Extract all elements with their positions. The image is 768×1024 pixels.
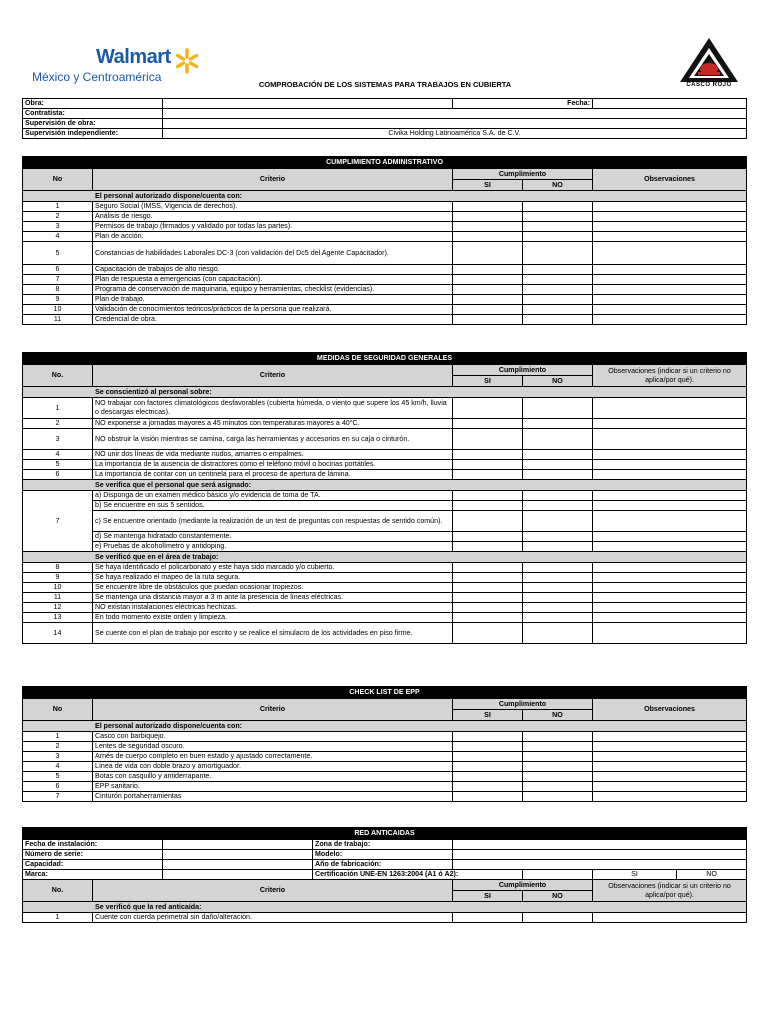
row-number: 7 bbox=[23, 792, 93, 802]
row-number: 11 bbox=[23, 315, 93, 325]
row-criterio: Se haya identificado el policarbonato y este haya sido marcado y/o cubierto. bbox=[93, 563, 453, 573]
epp-cumplimiento-header: Cumplimiento bbox=[453, 699, 593, 710]
observaciones-field[interactable] bbox=[593, 242, 747, 265]
si-checkbox[interactable] bbox=[453, 491, 523, 501]
table-row bbox=[23, 222, 747, 232]
table-row bbox=[23, 732, 747, 742]
admin-title: CUMPLIMIENTO ADMINISTRATIVO bbox=[23, 157, 747, 169]
row-number: 1 bbox=[23, 202, 93, 212]
table-row bbox=[23, 563, 747, 573]
row-criterio: Arnés de cuerpo completo en buen estado y ajustado correctamente. bbox=[93, 752, 453, 762]
row-number: 13 bbox=[23, 613, 93, 623]
no-checkbox[interactable] bbox=[523, 275, 593, 285]
no-checkbox[interactable] bbox=[523, 315, 593, 325]
si-checkbox[interactable] bbox=[453, 222, 523, 232]
table-row bbox=[23, 772, 747, 782]
group-row bbox=[23, 387, 747, 398]
si-checkbox[interactable] bbox=[453, 202, 523, 212]
table-row bbox=[23, 501, 747, 511]
modelo-field[interactable] bbox=[453, 850, 747, 860]
si-checkbox[interactable] bbox=[453, 593, 523, 603]
row-criterio: NO exponerse a jornadas mayores a 45 minutos con temperaturas mayores a 40°C. bbox=[93, 419, 453, 429]
epp-criterio-header: Criterio bbox=[93, 699, 453, 721]
observaciones-field[interactable] bbox=[593, 232, 747, 242]
row-number: 8 bbox=[23, 285, 93, 295]
si-checkbox[interactable] bbox=[453, 212, 523, 222]
table-row bbox=[23, 593, 747, 603]
observaciones-field[interactable] bbox=[593, 593, 747, 603]
group-label: Se verificó que en el área de trabajo: bbox=[23, 552, 747, 563]
observaciones-field[interactable] bbox=[593, 450, 747, 460]
row-number: 3 bbox=[23, 222, 93, 232]
no-checkbox[interactable] bbox=[523, 593, 593, 603]
no-checkbox[interactable] bbox=[523, 742, 593, 752]
no-checkbox[interactable] bbox=[523, 792, 593, 802]
admin-cumplimiento-header: Cumplimiento bbox=[453, 169, 593, 180]
si-checkbox[interactable] bbox=[453, 742, 523, 752]
row-number: 3 bbox=[23, 752, 93, 762]
row-criterio: d) Se mantenga hidratado constantemente. bbox=[93, 532, 453, 542]
medidas-title: MEDIDAS DE SEGURIDAD GENERALES bbox=[23, 353, 747, 365]
table-row bbox=[23, 623, 747, 644]
observaciones-field[interactable] bbox=[593, 285, 747, 295]
table-row bbox=[23, 242, 747, 265]
obra-label: Obra: bbox=[23, 99, 163, 109]
marca-label: Marca: bbox=[23, 870, 163, 880]
walmart-spark-icon bbox=[172, 46, 202, 76]
row-criterio: Línea de vida con doble brazo y amortiguador. bbox=[93, 762, 453, 772]
red-observaciones-header: Observaciones (indicar si un criterio no aplica/por qué). bbox=[593, 880, 747, 902]
fecha-label: Fecha: bbox=[453, 99, 593, 109]
si-checkbox[interactable] bbox=[453, 398, 523, 419]
supervision-independiente-label: Supervisión independiente: bbox=[23, 129, 163, 139]
walmart-subtitle: México y Centroamérica bbox=[32, 70, 162, 84]
table-row bbox=[23, 429, 747, 450]
observaciones-field[interactable] bbox=[593, 212, 747, 222]
no-checkbox[interactable] bbox=[523, 202, 593, 212]
si-checkbox[interactable] bbox=[453, 732, 523, 742]
row-criterio: Casco con barbiquejo. bbox=[93, 732, 453, 742]
row-criterio: Lentes de seguridad oscuro. bbox=[93, 742, 453, 752]
admin-observaciones-header: Observaciones bbox=[593, 169, 747, 191]
row-number: 14 bbox=[23, 623, 93, 644]
supervision-field[interactable] bbox=[163, 119, 747, 129]
row-number: 11 bbox=[23, 593, 93, 603]
observaciones-field[interactable] bbox=[593, 613, 747, 623]
si-checkbox[interactable] bbox=[453, 232, 523, 242]
row-criterio: La importancia de contar con un centinela para el proceso de apertura de lámina. bbox=[93, 470, 453, 480]
row-criterio: e) Pruebas de alcoholímetro y antidoping. bbox=[93, 542, 453, 552]
row-criterio: NO obstruir la visión mientras se camina, carga las herramientas y accesorios en su caja o cinturón. bbox=[93, 429, 453, 450]
table-row bbox=[23, 792, 747, 802]
row-criterio: Plan de respuesta a emergencias (con capacitación). bbox=[93, 275, 453, 285]
no-checkbox[interactable] bbox=[523, 242, 593, 265]
table-row bbox=[23, 913, 747, 923]
observaciones-field[interactable] bbox=[593, 623, 747, 644]
walmart-logo bbox=[30, 44, 210, 90]
no-checkbox[interactable] bbox=[523, 752, 593, 762]
no-checkbox[interactable] bbox=[523, 732, 593, 742]
si-checkbox[interactable] bbox=[453, 532, 523, 542]
si-checkbox[interactable] bbox=[453, 603, 523, 613]
si-checkbox[interactable] bbox=[453, 460, 523, 470]
row-number: 6 bbox=[23, 265, 93, 275]
row-number: 2 bbox=[23, 742, 93, 752]
table-row bbox=[23, 742, 747, 752]
row-number: 6 bbox=[23, 470, 93, 480]
red-no-header: No. bbox=[23, 880, 93, 902]
epp-group-label: El personal autorizado dispone/cuenta con: bbox=[23, 721, 747, 732]
no-checkbox[interactable] bbox=[523, 532, 593, 542]
modelo-label: Modelo: bbox=[313, 850, 453, 860]
admin-no-header: No bbox=[23, 169, 93, 191]
info-table bbox=[22, 98, 747, 139]
medidas-no-header: No. bbox=[23, 365, 93, 387]
row-number: 4 bbox=[23, 450, 93, 460]
observaciones-field[interactable] bbox=[593, 732, 747, 742]
observaciones-field[interactable] bbox=[593, 742, 747, 752]
no-checkbox[interactable] bbox=[523, 470, 593, 480]
red-group-label: Se verificó que la red anticaída: bbox=[23, 902, 747, 913]
si-checkbox[interactable] bbox=[453, 305, 523, 315]
certificacion-label: Certificación UNE-EN 1263:2004 (A1 ó A2): bbox=[313, 870, 523, 880]
no-checkbox[interactable] bbox=[523, 782, 593, 792]
table-row bbox=[23, 212, 747, 222]
si-checkbox[interactable] bbox=[453, 315, 523, 325]
row-criterio: En todo momento existe orden y limpieza. bbox=[93, 613, 453, 623]
contratista-field[interactable] bbox=[163, 109, 747, 119]
document-title: COMPROBACIÓN DE LOS SISTEMAS PARA TRABAJOS EN CUBIERTA bbox=[258, 80, 512, 89]
table-row bbox=[23, 285, 747, 295]
si-checkbox[interactable] bbox=[453, 450, 523, 460]
no-checkbox[interactable] bbox=[523, 623, 593, 644]
table-row bbox=[23, 202, 747, 212]
row-criterio: c) Se encuentre orientado (mediante la realización de un test de preguntas con respuestas de sentido común). bbox=[93, 511, 453, 532]
anio-fabricacion-field[interactable] bbox=[453, 860, 747, 870]
numero-serie-label: Número de serie: bbox=[23, 850, 163, 860]
table-row bbox=[23, 398, 747, 419]
si-checkbox[interactable] bbox=[453, 782, 523, 792]
observaciones-field[interactable] bbox=[593, 222, 747, 232]
observaciones-field[interactable] bbox=[593, 491, 747, 501]
fecha-instalacion-field[interactable] bbox=[163, 840, 313, 850]
no-checkbox[interactable] bbox=[523, 762, 593, 772]
numero-serie-field[interactable] bbox=[163, 850, 313, 860]
epp-title: CHECK LIST DE EPP bbox=[23, 687, 747, 699]
si-checkbox[interactable] bbox=[453, 242, 523, 265]
row-criterio: Se mantenga una distancia mayor a 3 m ante la presencia de líneas eléctricas. bbox=[93, 593, 453, 603]
observaciones-field[interactable] bbox=[593, 603, 747, 613]
row-number: 8 bbox=[23, 563, 93, 573]
table-row bbox=[23, 573, 747, 583]
si-checkbox[interactable] bbox=[453, 470, 523, 480]
epp-no-answer-header: NO bbox=[523, 710, 593, 721]
si-checkbox[interactable] bbox=[453, 772, 523, 782]
row-number: 1 bbox=[23, 732, 93, 742]
supervision-independiente-value: Civika Holding Latinoamérica S.A. de C.V. bbox=[163, 129, 747, 139]
red-criterio-header: Criterio bbox=[93, 880, 453, 902]
no-checkbox[interactable] bbox=[523, 563, 593, 573]
row-number: 5 bbox=[23, 772, 93, 782]
row-criterio: Constancias de habilidades Laborales DC-3 (con validación del Dc5 del Agente Capacitador). bbox=[93, 242, 453, 265]
group-label: Se conscientizó al personal sobre: bbox=[23, 387, 747, 398]
observaciones-field[interactable] bbox=[593, 762, 747, 772]
group-label: Se verifica que el personal que será asignado: bbox=[23, 480, 747, 491]
observaciones-field[interactable] bbox=[593, 511, 747, 532]
admin-table bbox=[22, 156, 747, 325]
si-checkbox[interactable] bbox=[453, 542, 523, 552]
observaciones-field[interactable] bbox=[593, 275, 747, 285]
observaciones-field[interactable] bbox=[593, 792, 747, 802]
table-row bbox=[23, 603, 747, 613]
row-number: 7 bbox=[23, 491, 93, 552]
marca-field[interactable] bbox=[163, 870, 313, 880]
row-criterio: EPP sanitario. bbox=[93, 782, 453, 792]
no-checkbox[interactable] bbox=[523, 460, 593, 470]
row-criterio: NO unir dos líneas de vida mediante nudos, amarres o empalmes. bbox=[93, 450, 453, 460]
observaciones-field[interactable] bbox=[593, 202, 747, 212]
anio-fabricacion-label: Año de fabricación: bbox=[313, 860, 453, 870]
observaciones-field[interactable] bbox=[593, 563, 747, 573]
certificacion-no[interactable]: NO bbox=[677, 870, 747, 880]
si-checkbox[interactable] bbox=[453, 265, 523, 275]
certificacion-spacer bbox=[523, 870, 593, 880]
no-checkbox[interactable] bbox=[523, 232, 593, 242]
si-checkbox[interactable] bbox=[453, 429, 523, 450]
table-row bbox=[23, 419, 747, 429]
medidas-observaciones-header: Observaciones (indicar si un criterio no aplica/por qué). bbox=[593, 365, 747, 387]
si-checkbox[interactable] bbox=[453, 511, 523, 532]
no-checkbox[interactable] bbox=[523, 419, 593, 429]
walmart-brand-text: Walmart bbox=[96, 46, 171, 68]
observaciones-field[interactable] bbox=[593, 501, 747, 511]
medidas-criterio-header: Criterio bbox=[93, 365, 453, 387]
si-checkbox[interactable] bbox=[453, 913, 523, 923]
table-row bbox=[23, 315, 747, 325]
row-criterio: Cuente con cuerda perimetral sin daño/alteración. bbox=[93, 913, 453, 923]
no-checkbox[interactable] bbox=[523, 542, 593, 552]
no-checkbox[interactable] bbox=[523, 613, 593, 623]
row-number: 2 bbox=[23, 212, 93, 222]
observaciones-field[interactable] bbox=[593, 398, 747, 419]
row-number: 5 bbox=[23, 242, 93, 265]
zona-trabajo-field[interactable] bbox=[453, 840, 747, 850]
no-checkbox[interactable] bbox=[523, 913, 593, 923]
no-checkbox[interactable] bbox=[523, 450, 593, 460]
medidas-table bbox=[22, 352, 747, 644]
fecha-instalacion-label: Fecha de instalación: bbox=[23, 840, 163, 850]
table-row bbox=[23, 491, 747, 501]
no-checkbox[interactable] bbox=[523, 222, 593, 232]
observaciones-field[interactable] bbox=[593, 315, 747, 325]
row-criterio: Se encuentre libre de obstáculos que puedan ocasionar tropiezos. bbox=[93, 583, 453, 593]
epp-observaciones-header: Observaciones bbox=[593, 699, 747, 721]
obra-field[interactable] bbox=[163, 99, 453, 109]
contratista-label: Contratista: bbox=[23, 109, 163, 119]
row-criterio: b) Se encuentre en sus 5 sentidos. bbox=[93, 501, 453, 511]
no-checkbox[interactable] bbox=[523, 398, 593, 419]
certificacion-si[interactable]: SI bbox=[593, 870, 677, 880]
row-number: 10 bbox=[23, 305, 93, 315]
epp-table bbox=[22, 686, 747, 802]
row-number: 3 bbox=[23, 429, 93, 450]
row-criterio: Análisis de riesgo. bbox=[93, 212, 453, 222]
red-cumplimiento-header: Cumplimiento bbox=[453, 880, 593, 891]
observaciones-field[interactable] bbox=[593, 573, 747, 583]
no-checkbox[interactable] bbox=[523, 583, 593, 593]
admin-no-answer-header: NO bbox=[523, 180, 593, 191]
medidas-no-answer-header: NO bbox=[523, 376, 593, 387]
epp-no-header: No bbox=[23, 699, 93, 721]
row-number: 10 bbox=[23, 583, 93, 593]
table-row bbox=[23, 511, 747, 532]
table-row bbox=[23, 460, 747, 470]
row-criterio: La importancia de la ausencia de distractores como el teléfono móvil o bocinas portátiles. bbox=[93, 460, 453, 470]
row-number: 9 bbox=[23, 295, 93, 305]
si-checkbox[interactable] bbox=[453, 583, 523, 593]
no-checkbox[interactable] bbox=[523, 603, 593, 613]
si-checkbox[interactable] bbox=[453, 762, 523, 772]
row-criterio: Seguro Social (IMSS, Vigencia de derechos). bbox=[93, 202, 453, 212]
table-row bbox=[23, 782, 747, 792]
observaciones-field[interactable] bbox=[593, 913, 747, 923]
row-criterio: Plan de trabajo. bbox=[93, 295, 453, 305]
admin-criterio-header: Criterio bbox=[93, 169, 453, 191]
no-checkbox[interactable] bbox=[523, 285, 593, 295]
row-criterio: Permisos de trabajo (firmados y validado por todas las partes). bbox=[93, 222, 453, 232]
medidas-si-header: SI bbox=[453, 376, 523, 387]
si-checkbox[interactable] bbox=[453, 285, 523, 295]
table-row bbox=[23, 542, 747, 552]
table-row bbox=[23, 295, 747, 305]
epp-si-header: SI bbox=[453, 710, 523, 721]
row-number: 12 bbox=[23, 603, 93, 613]
table-row bbox=[23, 470, 747, 480]
observaciones-field[interactable] bbox=[593, 295, 747, 305]
row-number: 6 bbox=[23, 782, 93, 792]
red-table bbox=[22, 827, 747, 923]
observaciones-field[interactable] bbox=[593, 752, 747, 762]
row-criterio: Capacitación de trabajos de alto riesgo. bbox=[93, 265, 453, 275]
row-number: 1 bbox=[23, 913, 93, 923]
medidas-cumplimiento-header: Cumplimiento bbox=[453, 365, 593, 376]
group-row bbox=[23, 480, 747, 491]
row-number: 1 bbox=[23, 398, 93, 419]
table-row bbox=[23, 305, 747, 315]
row-criterio: Validación de conocimientos teóricos/prácticos de la persona que realizará. bbox=[93, 305, 453, 315]
group-row bbox=[23, 552, 747, 563]
row-number: 9 bbox=[23, 573, 93, 583]
row-number: 4 bbox=[23, 762, 93, 772]
admin-group-label: El personal autorizado dispone/cuenta con: bbox=[23, 191, 747, 202]
table-row bbox=[23, 265, 747, 275]
observaciones-field[interactable] bbox=[593, 470, 747, 480]
observaciones-field[interactable] bbox=[593, 429, 747, 450]
si-checkbox[interactable] bbox=[453, 573, 523, 583]
no-checkbox[interactable] bbox=[523, 573, 593, 583]
table-row bbox=[23, 762, 747, 772]
admin-si-header: SI bbox=[453, 180, 523, 191]
table-row bbox=[23, 275, 747, 285]
observaciones-field[interactable] bbox=[593, 460, 747, 470]
casco-rojo-text: CASCO ROJO bbox=[686, 82, 732, 88]
row-criterio: Se cuente con el plan de trabajo por escrito y se realice el simulacro de los actividades en piso firme. bbox=[93, 623, 453, 644]
red-no-answer-header: NO bbox=[523, 891, 593, 902]
row-criterio: NO existan instalaciones eléctricas hechizas. bbox=[93, 603, 453, 613]
capacidad-field[interactable] bbox=[163, 860, 313, 870]
observaciones-field[interactable] bbox=[593, 772, 747, 782]
row-number: 5 bbox=[23, 460, 93, 470]
red-si-header: SI bbox=[453, 891, 523, 902]
row-criterio: NO trabajar con factores climatológicos desfavorables (cubierta húmeda, o viento que supere los 45 km/h, lluvia o descargas electricas). bbox=[93, 398, 453, 419]
row-criterio: Credencial de obra. bbox=[93, 315, 453, 325]
no-checkbox[interactable] bbox=[523, 501, 593, 511]
observaciones-field[interactable] bbox=[593, 265, 747, 275]
observaciones-field[interactable] bbox=[593, 532, 747, 542]
row-number: 4 bbox=[23, 232, 93, 242]
no-checkbox[interactable] bbox=[523, 772, 593, 782]
red-title: RED ANTICAIDAS bbox=[23, 828, 747, 840]
si-checkbox[interactable] bbox=[453, 752, 523, 762]
si-checkbox[interactable] bbox=[453, 563, 523, 573]
table-row bbox=[23, 583, 747, 593]
observaciones-field[interactable] bbox=[593, 305, 747, 315]
row-criterio: a) Disponga de un examen médico básico y/o evidencia de toma de TA. bbox=[93, 491, 453, 501]
row-number: 7 bbox=[23, 275, 93, 285]
observaciones-field[interactable] bbox=[593, 583, 747, 593]
observaciones-field[interactable] bbox=[593, 782, 747, 792]
row-criterio: Botas con casquillo y antiderrapante. bbox=[93, 772, 453, 782]
zona-trabajo-label: Zona de trabajo: bbox=[313, 840, 453, 850]
si-checkbox[interactable] bbox=[453, 419, 523, 429]
table-row bbox=[23, 450, 747, 460]
table-row bbox=[23, 752, 747, 762]
no-checkbox[interactable] bbox=[523, 429, 593, 450]
row-number: 2 bbox=[23, 419, 93, 429]
capacidad-label: Capacidad: bbox=[23, 860, 163, 870]
no-checkbox[interactable] bbox=[523, 265, 593, 275]
no-checkbox[interactable] bbox=[523, 295, 593, 305]
row-criterio: Cinturón portaherramientas bbox=[93, 792, 453, 802]
supervision-label: Supervisión de obra: bbox=[23, 119, 163, 129]
table-row bbox=[23, 232, 747, 242]
observaciones-field[interactable] bbox=[593, 419, 747, 429]
si-checkbox[interactable] bbox=[453, 792, 523, 802]
si-checkbox[interactable] bbox=[453, 613, 523, 623]
no-checkbox[interactable] bbox=[523, 305, 593, 315]
table-row bbox=[23, 613, 747, 623]
si-checkbox[interactable] bbox=[453, 623, 523, 644]
no-checkbox[interactable] bbox=[523, 511, 593, 532]
observaciones-field[interactable] bbox=[593, 542, 747, 552]
table-row bbox=[23, 532, 747, 542]
row-criterio: Programa de conservación de maquinaria, equipo y herramientas, checklist (evidencias). bbox=[93, 285, 453, 295]
fecha-field[interactable] bbox=[593, 99, 747, 109]
no-checkbox[interactable] bbox=[523, 212, 593, 222]
row-criterio: Se haya realizado el mapeo de la ruta segura. bbox=[93, 573, 453, 583]
si-checkbox[interactable] bbox=[453, 275, 523, 285]
row-criterio: Plan de acción. bbox=[93, 232, 453, 242]
si-checkbox[interactable] bbox=[453, 295, 523, 305]
no-checkbox[interactable] bbox=[523, 491, 593, 501]
si-checkbox[interactable] bbox=[453, 501, 523, 511]
